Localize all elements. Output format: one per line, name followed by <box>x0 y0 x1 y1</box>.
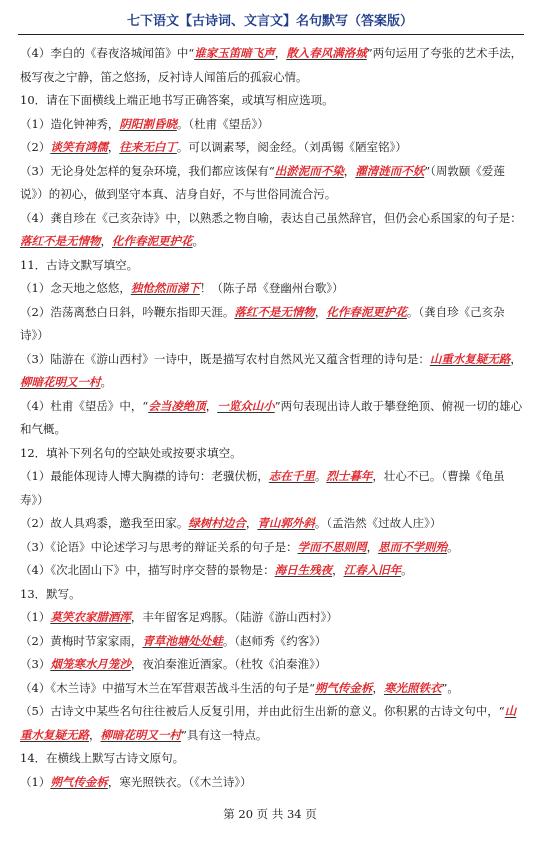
paragraph <box>20 747 524 771</box>
answer-text: 莫笑农家腊酒浑 <box>50 610 131 624</box>
body-text: 14．在横线上默写古诗文原句。 <box>20 751 185 765</box>
page-header-title: 七下语文【古诗词、文言文】名句默写（答案版） <box>126 14 413 29</box>
body-text: 。（赵师秀《约客》） <box>222 633 327 648</box>
body-text: （4）杜甫《望岳》中，“ <box>20 398 149 413</box>
answer-text: 烈士暮年 <box>326 469 373 483</box>
header-divider <box>18 34 524 35</box>
paragraph <box>20 277 524 301</box>
body-text: （4）龚自珍在《己亥杂诗》中，以熟悉之物自喻，表达自己虽然辞官，但仍会心系国家的句子是： <box>20 210 522 225</box>
paragraph <box>20 395 524 442</box>
body-text: ， <box>274 46 287 60</box>
answer-text: 化作春泥更护花 <box>326 304 407 319</box>
body-text: （3）陆游在《游山西村》一诗中，既是描写农村自然风光又蕴含哲理的诗句是： <box>20 351 430 366</box>
body-text: （5）古诗文中某些名句往往被后人反复引用，并由此衍生出新的意义。你积累的古诗文句中，“ <box>20 704 505 718</box>
answer-text: 落红不是无情物 <box>234 304 315 319</box>
body-text: ， <box>245 516 258 530</box>
body-text: （1） <box>20 610 51 624</box>
body-text: ，夜泊秦淮近酒家。（杜牧《泊秦淮》） <box>130 657 327 671</box>
body-text: ， <box>89 727 101 742</box>
answer-text: 青山郭外斜 <box>257 516 315 530</box>
body-text: ， <box>366 539 379 554</box>
body-text: ，寒光照铁衣。（《木兰诗》） <box>107 774 252 789</box>
body-text: ， <box>343 163 356 178</box>
body-text: （3）无论身处怎样的复杂环境，我们都应该保有“ <box>20 163 275 178</box>
answer-text: 柳暗花明又一村 <box>100 727 181 742</box>
answer-text: 山重水复疑无路 <box>429 351 511 366</box>
body-text: 13．默写。 <box>20 586 81 601</box>
answer-text: 化作春泥更护花 <box>112 234 193 248</box>
answer-text: 青草池塘处处蛙 <box>142 633 223 648</box>
body-text: （1） <box>20 774 51 789</box>
answer-text: 绿树村边合 <box>188 516 246 530</box>
paragraph <box>20 301 524 348</box>
body-text: 10．请在下面横线上端正地书写正确答案，或填写相应选项。 <box>20 93 334 107</box>
answer-text: 濯清涟而不妖 <box>355 163 425 178</box>
answer-text: 海日生残夜 <box>274 563 333 577</box>
body-text: 12．填补下列名句的空缺处或按要求填空。 <box>20 445 242 460</box>
paragraph <box>20 583 524 607</box>
body-text: 。（杜甫《望岳》） <box>176 116 269 131</box>
answer-text: 会当凌绝顶 <box>148 398 206 413</box>
answer-text: 朔气传金柝 <box>314 680 373 695</box>
paragraph <box>20 136 524 160</box>
answer-text: 独怆然而涕下 <box>130 281 200 295</box>
body-text: （1）造化钟神秀， <box>20 116 120 131</box>
answer-text: 谁家玉笛暗飞声 <box>194 46 275 60</box>
body-text: （2） <box>20 140 51 154</box>
body-text: 。（龚自珍《己亥杂诗》） <box>20 304 505 342</box>
body-text: ， <box>510 351 522 366</box>
body-text: 。 <box>314 469 327 483</box>
body-text: ， <box>332 563 344 577</box>
answer-text: 落红不是无情物 <box>20 234 101 248</box>
paragraph <box>20 348 524 395</box>
paragraph <box>20 700 524 747</box>
body-text: 。 <box>401 563 413 577</box>
page-footer-number: 第 20 页 共 34 页 <box>223 807 317 821</box>
body-text: ，丰年留客足鸡豚。（陆游《游山西村》） <box>130 610 338 624</box>
body-text: ， <box>372 680 384 695</box>
answer-text: 思而不学则殆 <box>378 539 448 554</box>
paragraph <box>20 465 524 512</box>
paragraph <box>20 512 524 536</box>
body-text: 。可以调素琴，阅金经。（刘禹锡《陋室铭》） <box>176 140 407 154</box>
body-text: （3） <box>20 657 51 671</box>
answer-text: 一览众山小 <box>217 398 275 413</box>
body-text: （3）《论语》中论述学习与思考的辩证关系的句子是： <box>20 539 298 554</box>
body-text: （1）最能体现诗人博大胸襟的诗句：老骥伏枥， <box>20 469 269 483</box>
body-text: （2）黄梅时节家家雨， <box>20 633 143 648</box>
body-text: 11．古诗文默写填空。 <box>20 257 139 272</box>
answer-text: 柳暗花明又一村 <box>20 375 101 389</box>
body-text: （1）念天地之悠悠， <box>20 281 131 295</box>
body-text: ！（陈子昂《登幽州台歌》） <box>199 281 344 295</box>
answer-text: 山重水复疑无路 <box>20 704 517 742</box>
body-text: （2）浩荡离愁白日斜，吟鞭东指即天涯。 <box>20 304 235 319</box>
paragraph <box>20 630 524 654</box>
answer-text: 寒光照铁衣 <box>383 680 442 695</box>
body-text: ”两句运用了夸张的艺术手法，极写夜之宁静，笛之悠扬，反衬诗人闻笛后的孤寂心情。 <box>20 46 523 84</box>
answer-text: 朔气传金柝 <box>50 774 108 789</box>
body-text: ， <box>100 234 112 248</box>
body-text: （4）李白的《春夜洛城闻笛》中“ <box>20 46 195 60</box>
body-text: ， <box>107 140 120 154</box>
paragraph <box>20 559 524 583</box>
paragraph <box>20 442 524 466</box>
body-text: （4）《次北固山下》中，描写时序交替的景物是： <box>20 563 275 577</box>
document-body <box>20 42 524 794</box>
answer-text: 阴阳割昏晓 <box>119 116 177 131</box>
body-text: ”。 <box>441 680 459 695</box>
paragraph <box>20 771 524 795</box>
body-text: （4）《木兰诗》中描写木兰在军营艰苦战斗生活的句子是“ <box>20 680 315 695</box>
answer-text: 烟笼寒水月笼沙 <box>50 657 131 671</box>
paragraph <box>20 207 524 254</box>
paragraph <box>20 606 524 630</box>
body-text: ， <box>205 398 218 413</box>
answer-text: 谈笑有鸿儒 <box>50 140 108 154</box>
answer-text: 往来无白丁 <box>119 140 177 154</box>
paragraph <box>20 653 524 677</box>
body-text: ，壮心不已。（曹操《龟虽寿》） <box>20 469 505 507</box>
body-text: ”两句表现出诗人敢于攀登绝顶、俯视一切的雄心和气概。 <box>20 398 523 436</box>
paragraph <box>20 536 524 560</box>
answer-text: 出淤泥而不染 <box>274 163 344 178</box>
answer-text: 志在千里 <box>268 469 315 483</box>
body-text: 。 <box>447 539 459 554</box>
paragraph <box>20 42 524 89</box>
body-text: ， <box>314 304 327 319</box>
answer-text: 散入春风满洛城 <box>286 46 367 60</box>
paragraph <box>20 254 524 278</box>
body-text: （2）故人具鸡黍，邀我至田家。 <box>20 516 189 530</box>
answer-text: 江春入旧年 <box>343 563 402 577</box>
body-text: 。（孟浩然《过故人庄》） <box>314 516 442 530</box>
body-text: ”（周敦颐《爱莲说》）的初心，做到坚守本真、洁身自好，不与世俗同流合污。 <box>20 163 505 201</box>
body-text: 。 <box>100 375 112 389</box>
body-text: ”具有这一特点。 <box>181 727 268 742</box>
body-text: 。 <box>192 234 204 248</box>
answer-text: 学而不思则罔 <box>297 539 367 554</box>
paragraph <box>20 113 524 137</box>
paragraph <box>20 160 524 207</box>
paragraph <box>20 677 524 701</box>
paragraph <box>20 89 524 113</box>
